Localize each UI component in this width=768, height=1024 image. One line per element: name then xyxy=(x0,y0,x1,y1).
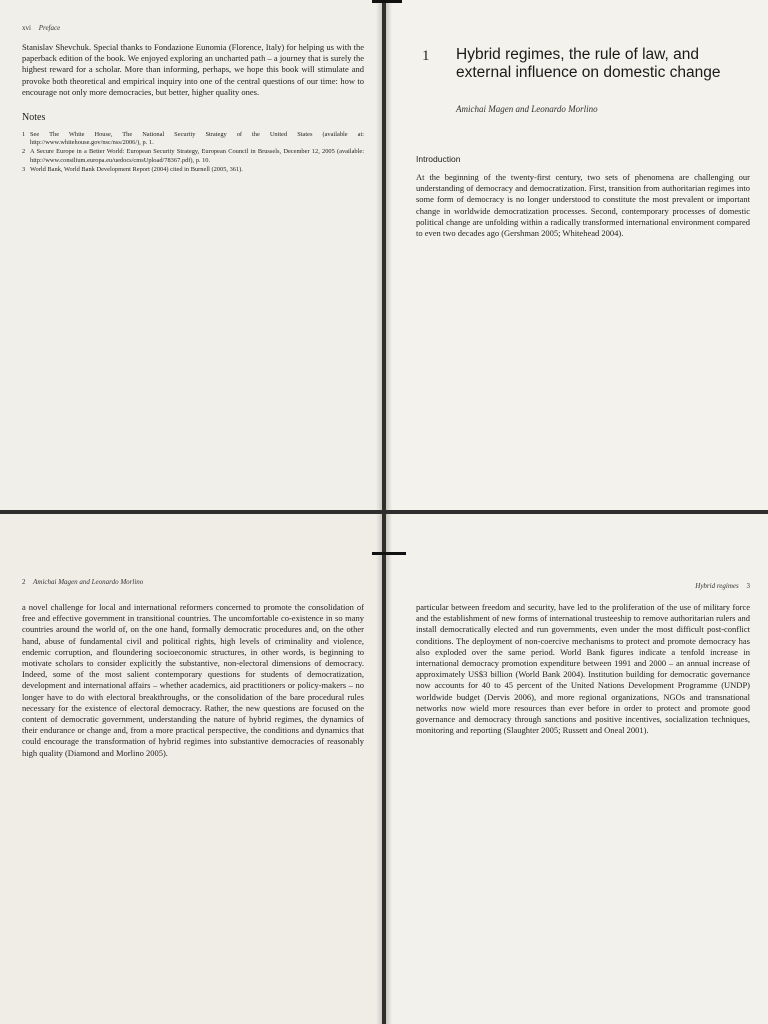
notes-list xyxy=(22,131,364,174)
scanner-edge-mark xyxy=(372,552,406,555)
page-number: 2 xyxy=(22,578,26,586)
page-number: 3 xyxy=(746,582,750,590)
running-head xyxy=(22,578,143,586)
chapter-authors: Amichai Magen and Leonardo Morlino xyxy=(456,104,598,114)
page-number: xvi xyxy=(22,24,31,32)
note-item xyxy=(22,131,364,147)
page-gutter-shadow xyxy=(376,514,382,1024)
running-head-title: Preface xyxy=(38,24,61,32)
note-number: 1 xyxy=(22,131,26,139)
running-head xyxy=(22,24,60,32)
page-3 xyxy=(386,514,768,1024)
page-gutter-shadow xyxy=(386,514,392,1024)
body-paragraph: a novel challenge for local and international reformers concerned to promote the consolidation of free and effective government in transitional countries. The uncomfortable co-existence in so many countries around the world of, on the one hand, formally democratic procedures and, on the other hand, abuse of fundamental civil and political rights, high levels of criminality and violence, endemic corruption, and floundering socioeconomic structures, in other words, is beginning to motivate scholars to consider explicitly the substantive, non-electoral dimensions of democracy. Indeed, some of the most salient contemporary questions for students of democratization, development and international affairs – whether academics, aid practitioners or policy-makers – no longer have to do with electoral breakthroughs, or the consolidation of the bare procedural rules necessary for the existence of electoral democracy. Rather, the new questions are focused on the content of democratic government, understanding the nature of hybrid regimes, the dynamics of their endurance or change and, from a more practical perspective, the conditions and dynamics that could encourage the transformation of hybrid regimes into substantive democracies of reasonably high quality (Diamond and Morlino 2005). xyxy=(22,602,364,758)
note-item xyxy=(22,148,364,164)
chapter-title: Hybrid regimes, the rule of law, and external influence on domestic change xyxy=(456,46,721,81)
notes-heading: Notes xyxy=(22,112,46,124)
note-text: World Bank, World Bank Development Report (2004) cited in Burnell (2005, 361). xyxy=(30,165,243,173)
page-preface-xvi xyxy=(0,0,382,510)
section-heading: Introduction xyxy=(416,154,461,164)
running-head-title: Hybrid regimes xyxy=(695,582,739,590)
body-paragraph: At the beginning of the twenty-first century, two sets of phenomena are challenging our understanding of democracy and democratization. First, transition from authoritarian regimes into some form of democracy is no longer understood to constitute the most prevalent or important change in worldwide democratization processes. Second, contemporary processes of domestic political change are unfolding within a radically transformed international environment compared to even two decades ago (Gershman 2005; Whitehead 2004). xyxy=(416,172,750,239)
note-text: A Secure Europe in a Better World: European Security Strategy, European Council in Brussels, December 12, 2005 (available: http://www.consilium.europa.eu/uedocs/cmsUpload/78367.pdf), p. 10. xyxy=(30,148,364,164)
note-item xyxy=(22,166,364,174)
chapter-number: 1 xyxy=(422,48,430,64)
note-number: 3 xyxy=(22,165,26,173)
note-number: 2 xyxy=(22,148,26,156)
running-head xyxy=(695,582,750,590)
scanner-edge-mark xyxy=(372,0,402,3)
page-2 xyxy=(0,514,382,1024)
page-chapter-1-opening xyxy=(386,0,768,510)
body-paragraph: particular between freedom and security, have led to the proliferation of the use of military force and the establishment of new forms of international trusteeship to remove authoritarian rulers and install democratically elected and run governments, even under the most difficult post-conflict conditions. The deployment of non-coercive mechanisms to protect and promote democracy has also exploded over the same period. World Bank figures indicate a tenfold increase in international democracy promotion expenditure between 1991 and 2000 – an annual increase of approximately US$3 billion (World Bank 2004). Institution building for democratic governance now accounts for 40 to 45 percent of the United Nations Development Programme (UNDP) worldwide budget (Dervis 2006), and more regional organizations, NGOs and transnational networks now wield more resources than ever before in order to protect and promote good governance and democracy through sanctions and positive incentives, socialization techniques, monitoring and reporting (Slaughter 2005; Russett and Oneal 2001). xyxy=(416,602,750,736)
note-text: See The White House, The National Security Strategy of the United States (available at: http://www.whitehouse.gov/nsc/nss/2006/), p. 1. xyxy=(30,131,364,147)
preface-paragraph: Stanislav Shevchuk. Special thanks to Fondazione Eunomia (Florence, Italy) for helping us with the paperback edition of the book. We enjoyed exploring an uncharted path – a journey that is surely the highest reward for a scholar. More than informing, perhaps, we hope this book will stimulate and provoke both theoretical and empirical inquiry into one of the central questions of our time: how to encourage not only more democracies, but better, higher quality ones. xyxy=(22,42,364,97)
page-gutter-shadow xyxy=(376,0,382,510)
page-gutter-shadow xyxy=(386,0,392,510)
running-head-title: Amichai Magen and Leonardo Morlino xyxy=(33,578,144,586)
